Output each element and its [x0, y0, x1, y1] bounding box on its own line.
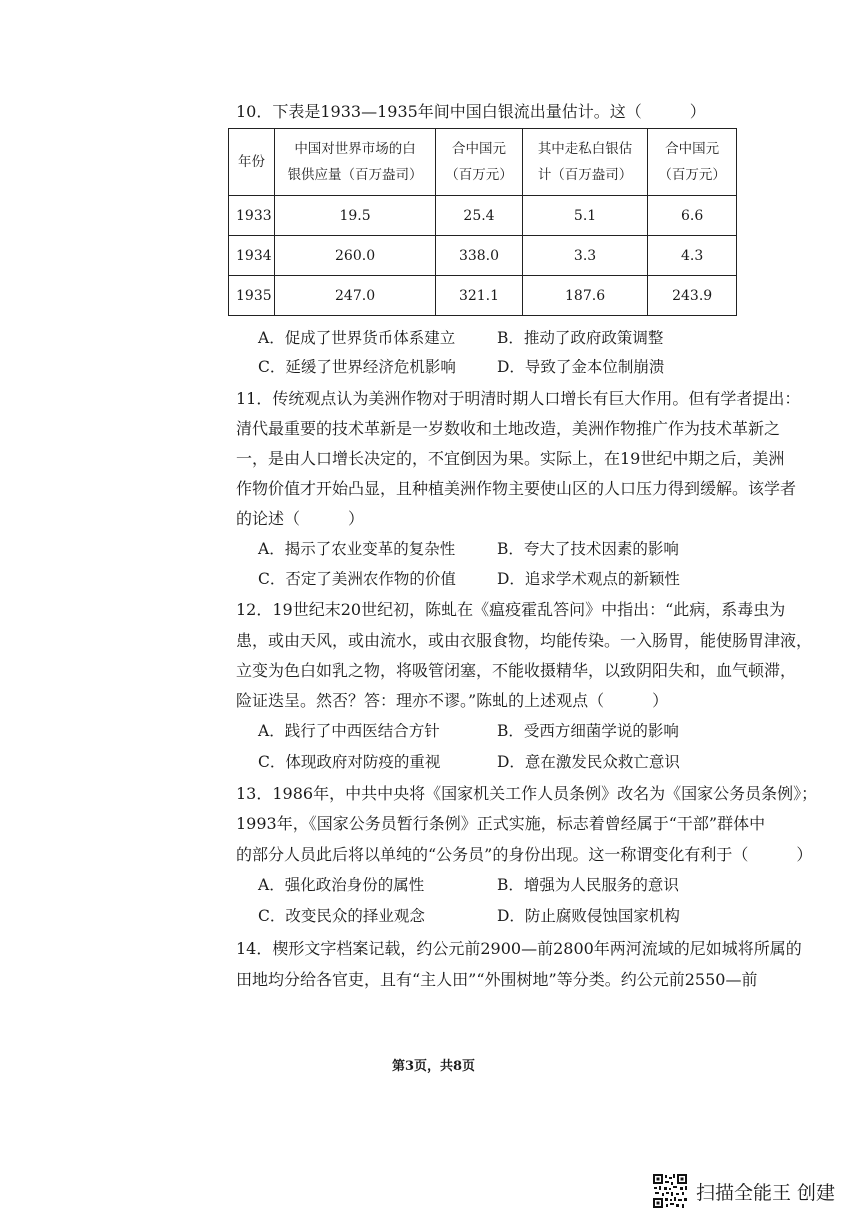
- header-yuan-1: 合中国元 （百万元）: [436, 129, 523, 196]
- cell-smuggled: 5.1: [522, 196, 647, 236]
- cell-year: 1933: [229, 196, 275, 236]
- q11-option-b: B．夸大了技术因素的影响: [497, 540, 679, 558]
- q11-line-3: 一，是由人口增长决定的，不宜倒因为果。实际上，在19世纪中期之后，美洲: [236, 449, 785, 468]
- table-row: [229, 236, 737, 276]
- cell-year: 1934: [229, 236, 275, 276]
- header-smuggled: 其中走私白银估 计（百万盎司）: [522, 129, 647, 196]
- header-supply: 中国对世界市场的白 银供应量（百万盎司）: [274, 129, 435, 196]
- q12-option-d: D．意在激发民众救亡意识: [497, 753, 680, 771]
- q12-option-b: B．受西方细菌学说的影响: [497, 722, 679, 740]
- cell-year: 1935: [229, 276, 275, 316]
- q13-option-c: C．改变民众的择业观念: [258, 907, 425, 925]
- cell-yuan-2: 6.6: [648, 196, 737, 236]
- q12-option-c: C．体现政府对防疫的重视: [258, 753, 441, 771]
- q11-line-4: 作物价值才开始凸显，且种植美洲作物主要使山区的人口压力得到缓解。该学者: [236, 479, 797, 498]
- q11-line-2: 清代最重要的技术革新是一岁数收和土地改造，美洲作物推广作为技术革新之: [236, 419, 781, 438]
- cell-supply: 19.5: [274, 196, 435, 236]
- q10-stem: 10．下表是1933—1935年间中国白银流出量估计。这（ ）: [236, 102, 706, 121]
- q13-line-1: 13．1986年，中共中央将《国家机关工作人员条例》改名为《国家公务员条例》；: [236, 784, 818, 803]
- scanner-brand-label: 扫描全能王 创建: [696, 1182, 836, 1204]
- cell-supply: 260.0: [274, 236, 435, 276]
- q13-line-3: 的部分人员此后将以单纯的“公务员”的身份出现。这一称谓变化有利于（ ）: [236, 845, 813, 864]
- q13-option-d: D．防止腐败侵蚀国家机构: [497, 907, 680, 925]
- q12-line-2: 患，或由天风，或由流水，或由衣服食物，均能传染。一入肠胃，能使肠胃津液，: [236, 631, 813, 650]
- cell-yuan-2: 243.9: [648, 276, 737, 316]
- q14-line-1: 14．楔形文字档案记载，约公元前2900—前2800年两河流域的尼如城将所属的: [236, 939, 802, 958]
- q10-option-b: B．推动了政府政策调整: [497, 329, 664, 347]
- q10-option-d: D．导致了金本位制崩溃: [497, 358, 665, 376]
- header-year: 年份: [229, 129, 275, 196]
- q12-line-1: 12．19世纪末20世纪初，陈虬在《瘟疫霍乱答问》中指出：“此病，系毒虫为: [236, 600, 786, 619]
- cell-yuan-1: 25.4: [436, 196, 523, 236]
- q12-line-4: 险证迭呈。然否？答：理亦不谬。”陈虬的上述观点（ ）: [236, 691, 669, 710]
- q11-line-1: 11．传统观点认为美洲作物对于明清时期人口增长有巨大作用。但有学者提出：: [236, 389, 801, 408]
- table-row: [229, 276, 737, 316]
- qr-code-icon: [652, 1173, 688, 1209]
- cell-smuggled: 3.3: [522, 236, 647, 276]
- q12-line-3: 立变为色白如乳之物，将吸管闭塞，不能收摄精华，以致阴阳失和，血气顿滞，: [236, 661, 797, 680]
- cell-yuan-1: 338.0: [436, 236, 523, 276]
- cell-yuan-1: 321.1: [436, 276, 523, 316]
- q11-option-d: D．追求学术观点的新颖性: [497, 570, 680, 588]
- page-number: 第3页，共8页: [391, 1059, 476, 1074]
- q13-option-b: B．增强为人民服务的意识: [497, 876, 679, 894]
- q12-option-a: A．践行了中西医结合方针: [258, 722, 440, 740]
- q14-line-2: 田地均分给各官吏，且有“主人田”“外围树地”等分类。约公元前2550—前: [236, 970, 758, 989]
- header-yuan-2: 合中国元 （百万元）: [648, 129, 737, 196]
- cell-supply: 247.0: [274, 276, 435, 316]
- silver-outflow-table: [228, 128, 737, 316]
- table-row: [229, 196, 737, 236]
- q13-option-a: A．强化政治身份的属性: [258, 876, 425, 894]
- cell-yuan-2: 4.3: [648, 236, 737, 276]
- q11-line-5: 的论述（ ）: [236, 509, 365, 528]
- cell-smuggled: 187.6: [522, 276, 647, 316]
- table-header-row: [229, 129, 737, 196]
- q11-option-c: C．否定了美洲农作物的价值: [258, 570, 456, 588]
- q13-line-2: 1993年，《国家公务员暂行条例》正式实施，标志着曾经属于“干部”群体中: [236, 814, 766, 833]
- q10-option-c: C．延缓了世界经济危机影响: [258, 358, 456, 376]
- q10-option-a: A．促成了世界货币体系建立: [258, 329, 456, 347]
- q11-option-a: A．揭示了农业变革的复杂性: [258, 540, 456, 558]
